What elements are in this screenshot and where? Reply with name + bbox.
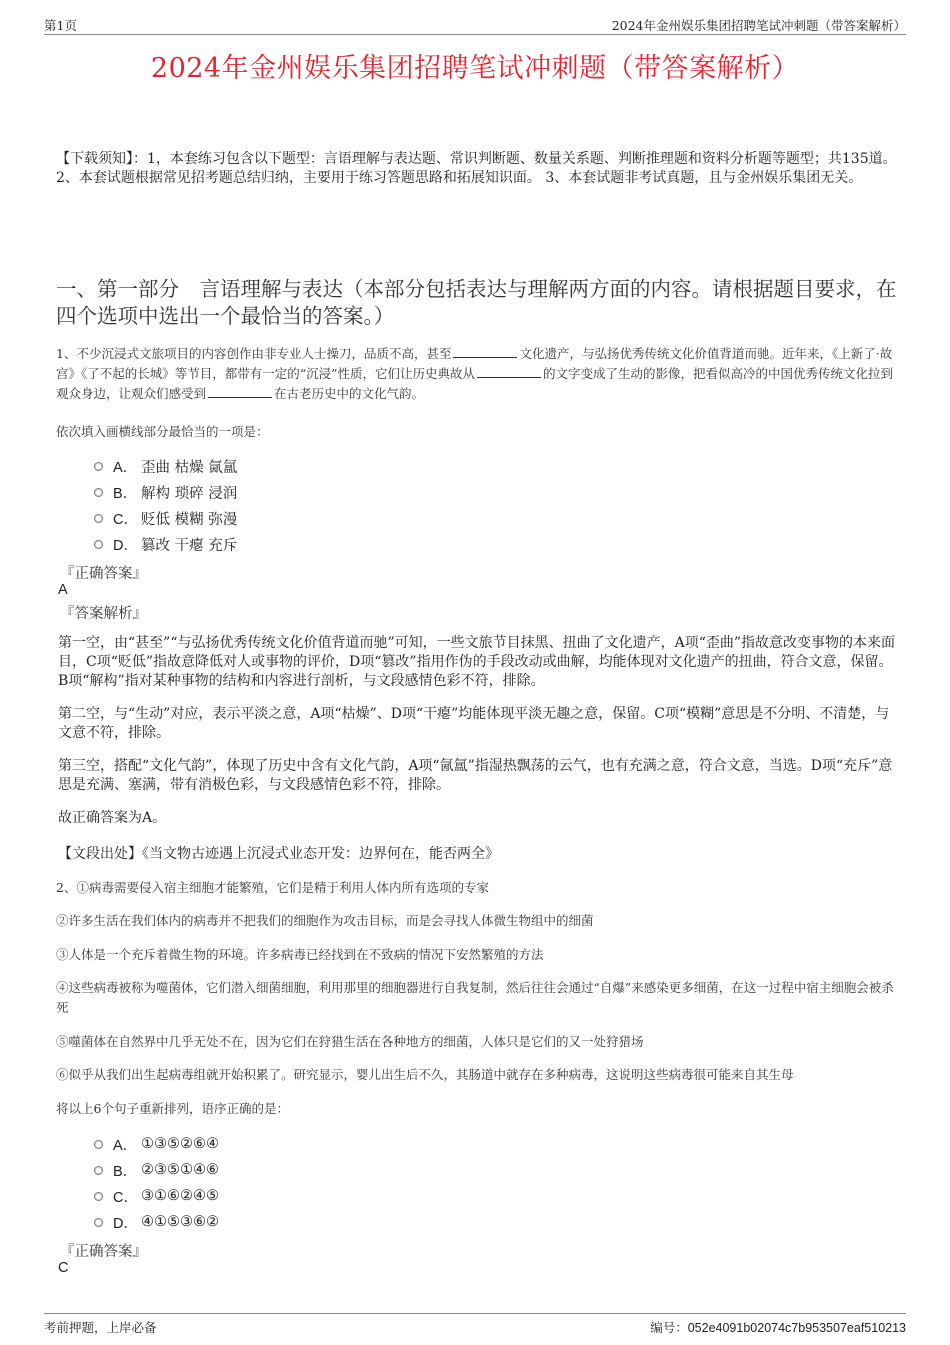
q2-option-a[interactable]: A． ①③⑤②⑥④ xyxy=(94,1131,219,1157)
q2-option-c[interactable]: C． ③①⑥②④⑤ xyxy=(94,1183,219,1209)
question-1-prompt: 依次填入画横线部分最恰当的一项是： xyxy=(56,424,269,439)
radio-icon[interactable] xyxy=(94,540,103,549)
blank-3 xyxy=(208,385,272,398)
q2-sentence: ②许多生活在我们体内的病毒并不把我们的细胞作为攻击目标，而是会寻找人体微生物组中的细菌 xyxy=(56,913,594,928)
q2-option-d[interactable]: D． ④①⑤③⑥② xyxy=(94,1209,219,1235)
radio-icon[interactable] xyxy=(94,1218,103,1227)
radio-icon[interactable] xyxy=(94,1166,103,1175)
page-number: 第1页 xyxy=(44,18,77,33)
page-footer xyxy=(44,1313,906,1338)
footer-slogan: 考前押题，上岸必备 xyxy=(44,1320,157,1335)
q2-answer: C xyxy=(58,1260,69,1276)
q2-sentence: ⑥似乎从我们出生起病毒组就开始积累了。研究显示，婴儿出生后不久，其肠道中就存在多种病毒，这说明这些病毒很可能来自其生母 xyxy=(56,1067,794,1082)
q2-sentence: 2、①病毒需要侵入宿主细胞才能繁殖，它们是精于利用人体内所有选项的专家 xyxy=(56,880,489,895)
page-header xyxy=(44,14,906,35)
q2-option-b[interactable]: B． ②③⑤①④⑥ xyxy=(94,1157,219,1183)
q1-analysis-label: 『答案解析』 xyxy=(60,606,147,622)
question-1-options xyxy=(94,453,237,557)
radio-icon[interactable] xyxy=(94,1192,103,1201)
download-notice: 【下载须知】：1，本套练习包含以下题型：言语理解与表达题、常识判断题、数量关系题、判断推理题和资料分析题等题型；共135道。 2、本套试题根据常见招考题总结归纳，主要用于练习答题思路和拓展知识面。 3、本套试题非考试真题，且与金州娱乐集团无关。 xyxy=(56,151,897,186)
q1-option-a[interactable]: A． 歪曲 枯燥 氤氲 xyxy=(94,453,237,479)
q1-answer: A xyxy=(58,582,68,598)
radio-icon[interactable] xyxy=(94,1140,103,1149)
question-2-prompt: 将以上6个句子重新排列，语序正确的是： xyxy=(56,1101,289,1116)
radio-icon[interactable] xyxy=(94,488,103,497)
document-title: 2024年金州娱乐集团招聘笔试冲刺题（带答案解析） xyxy=(150,53,800,84)
q1-option-d[interactable]: D． 篡改 干瘪 充斥 xyxy=(94,531,237,557)
question-1-text: 1、不少沉浸式文旅项目的内容创作由非专业人士操刀，品质不高，甚至 文化遗产，与弘扬优秀传统文化价值背道而驰。近年来，《上新了·故宫》《了不起的长城》等节目，都带有一定的“沉浸”性质，它们让历史典故从 的文字变成了生动的影像，把看似高冷的中国优秀传统文化拉到观众身边，让观众们感受到 在古老历史中的文化气韵。 xyxy=(56,346,894,401)
q1-analysis-conclusion: 故正确答案为A。 xyxy=(58,810,167,826)
q2-answer-label: 『正确答案』 xyxy=(60,1244,147,1260)
section-title: 一、第一部分 言语理解与表达（本部分包括表达与理解两方面的内容。请根据题目要求，在四个选项中选出一个最恰当的答案。） xyxy=(56,277,897,328)
q1-analysis-paragraph: 第二空，与“生动”对应，表示平淡之意，A项“枯燥”、D项“干瘪”均能体现平淡无趣之意，保留。C项“模糊”意思是不分明、不清楚，与文意不符，排除。 xyxy=(58,706,890,741)
q1-option-b[interactable]: B． 解构 琐碎 浸润 xyxy=(94,479,237,505)
header-doc-title: 2024年金州娱乐集团招聘笔试冲刺题（带答案解析） xyxy=(611,18,906,33)
q2-sentence: ⑤噬菌体在自然界中几乎无处不在，因为它们在狩猎生活在各种地方的细菌，人体只是它们的又一处狩猎场 xyxy=(56,1034,644,1049)
q2-sentence: ③人体是一个充斥着微生物的环境。许多病毒已经找到在不致病的情况下安然繁殖的方法 xyxy=(56,947,544,962)
blank-2 xyxy=(477,365,541,378)
q1-analysis-paragraph: 第一空，由“甚至”“与弘扬优秀传统文化价值背道而驰”可知，一些文旅节目抹黑、扭曲了文化遗产，A项“歪曲”指故意改变事物的本来面目，C项“贬低”指故意降低对人或事物的评价，D项“篡改”指用作伪的手段改动或曲解，均能体现对文化遗产的扭曲，符合文意，保留。B项“解构”指对某种事物的结构和内容进行剖析，与文段感情色彩不符，排除。 xyxy=(58,635,896,689)
q1-answer-label: 『正确答案』 xyxy=(60,566,147,582)
radio-icon[interactable] xyxy=(94,514,103,523)
q1-option-c[interactable]: C． 贬低 模糊 弥漫 xyxy=(94,505,237,531)
q1-source: 【文段出处】《当文物古迹遇上沉浸式业态开发：边界何在，能否两全》 xyxy=(58,846,499,862)
blank-1 xyxy=(453,345,517,358)
radio-icon[interactable] xyxy=(94,462,103,471)
footer-code: 编号：052e4091b02074c7b953507eaf510213 xyxy=(650,1320,906,1335)
q1-analysis-paragraph: 第三空，搭配“文化气韵”，体现了历史中含有文化气韵，A项“氤氲”指湿热飘荡的云气，也有充满之意，符合文意，当选。D项“充斥”意思是充满、塞满，带有消极色彩，与文段感情色彩不符，排除。 xyxy=(58,758,893,793)
q2-sentence: ④这些病毒被称为噬菌体，它们潜入细菌细胞，利用那里的细胞器进行自我复制，然后往往会通过“自爆”来感染更多细菌，在这一过程中宿主细胞会被杀死 xyxy=(56,980,894,1015)
question-2-options xyxy=(94,1131,219,1235)
